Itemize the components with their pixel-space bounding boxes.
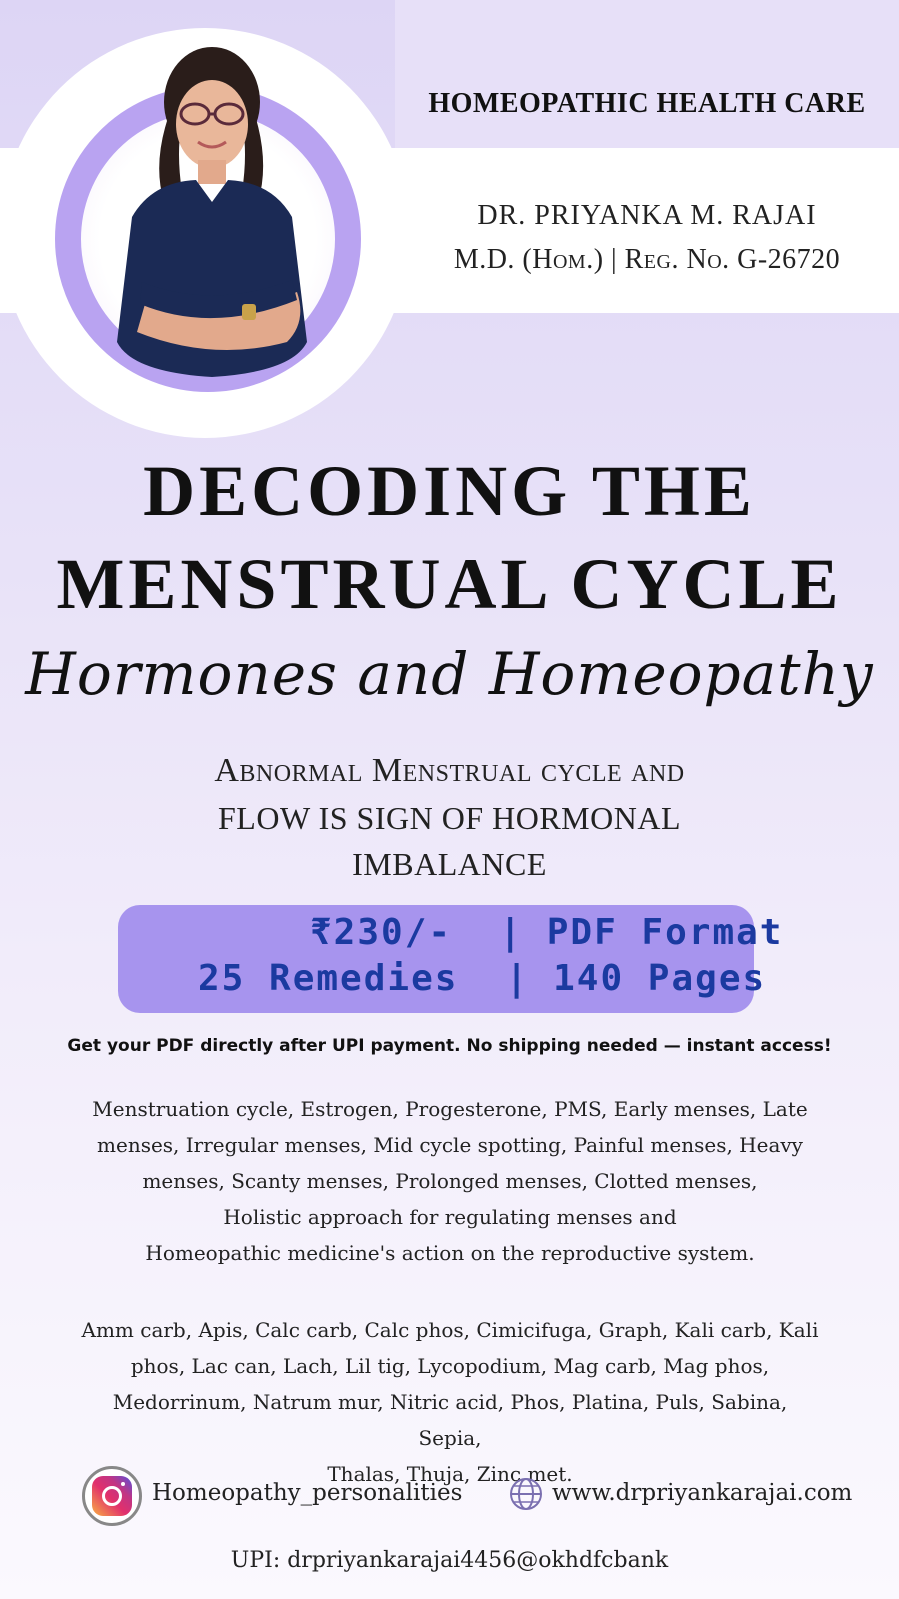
- doctor-portrait: [92, 42, 332, 392]
- topics-line: menses, Scanty menses, Prolonged menses, Clotted menses,: [142, 1169, 758, 1193]
- doctor-credentials: M.D. (Hom.) | Reg. No. G-26720: [453, 244, 841, 275]
- globe-icon[interactable]: [508, 1476, 544, 1512]
- doctor-name: DR. PRIYANKA M. RAJAI: [477, 200, 817, 231]
- instagram-handle[interactable]: Homeopathy_personalities: [152, 1480, 463, 1506]
- clinic-title: HOMEOPATHIC HEALTH CARE: [428, 88, 866, 119]
- subtitle-line3: IMBALANCE: [352, 846, 547, 882]
- remedies-line: Medorrinum, Natrum mur, Nitric acid, Phos, Platina, Puls, Sabina, Sepia,: [112, 1390, 788, 1450]
- price-line2: 25 Remedies | 140 Pages: [198, 958, 767, 999]
- website-link[interactable]: www.drpriyankarajai.com: [552, 1480, 853, 1506]
- main-title-line1: DECODING THE: [143, 451, 756, 531]
- upi-id: UPI: drpriyankarajai4456@okhdfcbank: [230, 1548, 669, 1573]
- topics-line: Homeopathic medicine's action on the reproductive system.: [145, 1241, 755, 1265]
- instagram-glyph: [92, 1476, 132, 1516]
- remedies-line: Amm carb, Apis, Calc carb, Calc phos, Cimicifuga, Graph, Kali carb, Kali: [81, 1318, 819, 1342]
- delivery-note: Get your PDF directly after UPI payment. No shipping needed — instant access!: [67, 1036, 832, 1056]
- script-title: Hormones and Homeopathy: [25, 640, 874, 708]
- subtitle-line1: Abnormal Menstrual cycle and: [214, 752, 685, 789]
- topics-paragraph: [80, 1091, 820, 1271]
- subtitle-line2: FLOW IS SIGN OF HORMONAL: [218, 800, 681, 836]
- price-line1: ₹230/- | PDF Format: [310, 912, 784, 953]
- topics-line: Holistic approach for regulating menses and: [223, 1205, 677, 1229]
- main-title-line2: MENSTRUAL CYCLE: [56, 544, 843, 624]
- topics-line: menses, Irregular menses, Mid cycle spotting, Painful menses, Heavy: [97, 1133, 803, 1157]
- instagram-icon[interactable]: [82, 1466, 142, 1526]
- remedies-line: Thalas, Thuja, Zinc met.: [327, 1462, 573, 1486]
- remedies-line: phos, Lac can, Lach, Lil tig, Lycopodium, Mag carb, Mag phos,: [130, 1354, 770, 1378]
- topics-line: Menstruation cycle, Estrogen, Progesterone, PMS, Early menses, Late: [92, 1097, 808, 1121]
- remedies-paragraph: [80, 1312, 820, 1492]
